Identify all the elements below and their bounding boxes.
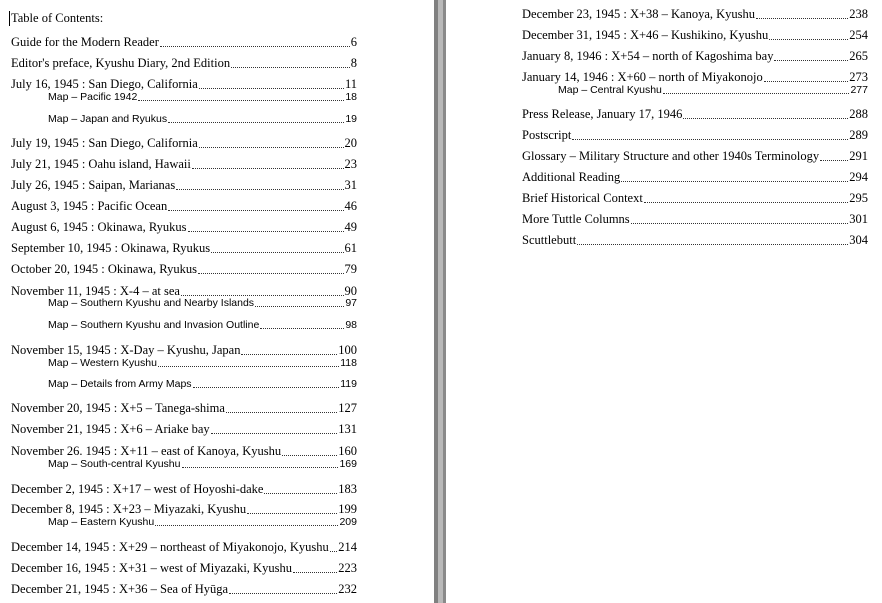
toc-page-number: 31 bbox=[344, 178, 357, 192]
dot-leader bbox=[176, 188, 343, 190]
toc-entry-title: Map – Japan and Ryukus bbox=[48, 113, 168, 125]
toc-subentry[interactable] bbox=[48, 457, 357, 471]
toc-subentry[interactable] bbox=[48, 356, 357, 370]
toc-entry-title: Postscript bbox=[522, 128, 572, 142]
toc-entry[interactable] bbox=[522, 26, 868, 44]
toc-subentry[interactable] bbox=[558, 83, 868, 97]
toc-entry[interactable] bbox=[522, 210, 868, 228]
toc-subentry[interactable] bbox=[48, 318, 357, 332]
toc-entry[interactable] bbox=[11, 260, 357, 278]
toc-entry-title: August 6, 1945 : Okinawa, Ryukus bbox=[11, 220, 187, 234]
toc-entry-title: Map – Eastern Kyushu bbox=[48, 516, 155, 528]
dot-leader bbox=[663, 92, 850, 94]
toc-entry-title: Map – South-central Kyushu bbox=[48, 458, 181, 470]
toc-entry-title: Additional Reading bbox=[522, 170, 621, 184]
toc-entry-title: Map – Pacific 1942 bbox=[48, 91, 138, 103]
toc-page-number: 238 bbox=[849, 7, 868, 21]
toc-entry-title: July 21, 1945 : Oahu island, Hawaii bbox=[11, 157, 191, 171]
toc-entry[interactable] bbox=[522, 189, 868, 207]
toc-page-number: 20 bbox=[344, 136, 357, 150]
toc-entry-title: September 10, 1945 : Okinawa, Ryukus bbox=[11, 241, 211, 255]
text-cursor bbox=[9, 11, 10, 26]
toc-page-number: 118 bbox=[340, 357, 357, 369]
toc-page-number: 79 bbox=[344, 262, 357, 276]
toc-page-number: 90 bbox=[344, 284, 357, 298]
toc-entry-title: October 20, 1945 : Okinawa, Ryukus bbox=[11, 262, 197, 276]
toc-subentry[interactable] bbox=[48, 112, 357, 126]
toc-entry-title: December 31, 1945 : X+46 – Kushikino, Kyushu bbox=[522, 28, 769, 42]
dot-leader bbox=[572, 138, 848, 140]
toc-entry-title: Map – Details from Army Maps bbox=[48, 378, 192, 390]
dot-leader bbox=[631, 222, 849, 224]
toc-entry-title: Glossary – Military Structure and other 1940s Terminology bbox=[522, 149, 820, 163]
toc-entry[interactable] bbox=[11, 559, 357, 577]
toc-page-number: 291 bbox=[849, 149, 868, 163]
dot-leader bbox=[168, 209, 343, 211]
dot-leader bbox=[820, 159, 848, 161]
toc-page-number: 8 bbox=[350, 56, 357, 70]
toc-page-number: 23 bbox=[344, 157, 357, 171]
toc-entry[interactable] bbox=[522, 231, 868, 249]
toc-entry-title: More Tuttle Columns bbox=[522, 212, 630, 226]
toc-entry[interactable] bbox=[11, 218, 357, 236]
dot-leader bbox=[247, 512, 337, 514]
dot-leader bbox=[264, 492, 337, 494]
toc-entry-title: Map – Southern Kyushu and Nearby Islands bbox=[48, 297, 255, 309]
toc-page-number: 277 bbox=[850, 84, 868, 96]
toc-entry-title: Scuttlebutt bbox=[522, 233, 577, 247]
toc-page-number: 18 bbox=[345, 91, 357, 103]
toc-page-number: 61 bbox=[344, 241, 357, 255]
toc-page-number: 199 bbox=[338, 502, 357, 516]
toc-entry[interactable] bbox=[522, 105, 868, 123]
dot-leader bbox=[193, 386, 340, 388]
toc-entry[interactable] bbox=[11, 580, 357, 598]
dot-leader bbox=[577, 243, 848, 245]
dot-leader bbox=[756, 17, 848, 19]
toc-page-number: 223 bbox=[338, 561, 357, 575]
toc-page-number: 232 bbox=[338, 582, 357, 596]
toc-page-number: 49 bbox=[344, 220, 357, 234]
dot-leader bbox=[260, 327, 344, 329]
toc-entry[interactable] bbox=[522, 147, 868, 165]
toc-entry-title: December 23, 1945 : X+38 – Kanoya, Kyushu bbox=[522, 7, 756, 21]
toc-entry[interactable] bbox=[522, 47, 868, 65]
dot-leader bbox=[769, 38, 848, 40]
toc-page-number: 265 bbox=[849, 49, 868, 63]
toc-entry[interactable] bbox=[11, 480, 357, 498]
dot-leader bbox=[211, 251, 343, 253]
toc-entry[interactable] bbox=[11, 155, 357, 173]
toc-page-number: 127 bbox=[338, 401, 357, 415]
dot-leader bbox=[621, 180, 848, 182]
toc-page-number: 6 bbox=[350, 35, 357, 49]
dot-leader bbox=[241, 353, 337, 355]
toc-entry-title: Guide for the Modern Reader bbox=[11, 35, 159, 49]
toc-entry[interactable] bbox=[11, 54, 357, 72]
dot-leader bbox=[182, 466, 339, 468]
dot-leader bbox=[211, 432, 338, 434]
toc-page-number: 160 bbox=[338, 444, 357, 458]
toc-entry-title: Editor's preface, Kyushu Diary, 2nd Edition bbox=[11, 56, 231, 70]
toc-entry-title: July 26, 1945 : Saipan, Marianas bbox=[11, 178, 176, 192]
toc-entry[interactable] bbox=[11, 399, 357, 417]
dot-leader bbox=[199, 87, 344, 89]
dot-leader bbox=[158, 365, 339, 367]
dot-leader bbox=[188, 230, 344, 232]
toc-entry[interactable] bbox=[11, 197, 357, 215]
toc-entry-title: December 2, 1945 : X+17 – west of Hoyoshi-dake bbox=[11, 482, 264, 496]
dot-leader bbox=[226, 411, 337, 413]
toc-entry-title: August 3, 1945 : Pacific Ocean bbox=[11, 199, 168, 213]
toc-entry[interactable] bbox=[11, 33, 357, 51]
dot-leader bbox=[282, 454, 337, 456]
toc-entry[interactable] bbox=[11, 420, 357, 438]
toc-page-number: 304 bbox=[849, 233, 868, 247]
dot-leader bbox=[192, 167, 344, 169]
dot-leader bbox=[198, 272, 344, 274]
toc-page-number: 289 bbox=[849, 128, 868, 142]
toc-subentry[interactable] bbox=[48, 515, 357, 529]
toc-page-number: 131 bbox=[338, 422, 357, 436]
toc-page-number: 254 bbox=[849, 28, 868, 42]
toc-entry[interactable] bbox=[11, 134, 357, 152]
right-page bbox=[446, 0, 882, 603]
dot-leader bbox=[764, 80, 849, 82]
dot-leader bbox=[774, 59, 848, 61]
toc-entry[interactable] bbox=[11, 176, 357, 194]
toc-entry-title: December 14, 1945 : X+29 – northeast of Miyakonojo, Kyushu bbox=[11, 540, 329, 554]
toc-entry-title: November 11, 1945 : X-4 – at sea bbox=[11, 284, 180, 298]
toc-entry[interactable] bbox=[11, 239, 357, 257]
dot-leader bbox=[644, 201, 848, 203]
dot-leader bbox=[168, 121, 344, 123]
toc-entry[interactable] bbox=[11, 538, 357, 556]
toc-page-number: 100 bbox=[338, 343, 357, 357]
toc-entry-title: January 14, 1946 : X+60 – north of Miyakonojo bbox=[522, 70, 763, 84]
toc-subentry[interactable] bbox=[48, 90, 357, 104]
toc-entry[interactable] bbox=[522, 126, 868, 144]
toc-entry-title: July 19, 1945 : San Diego, California bbox=[11, 136, 198, 150]
toc-entry-title: December 8, 1945 : X+23 – Miyazaki, Kyushu bbox=[11, 502, 247, 516]
toc-entry-title: December 21, 1945 : X+36 – Sea of Hyūga bbox=[11, 582, 229, 596]
toc-page-number: 46 bbox=[344, 199, 357, 213]
toc-page-number: 183 bbox=[338, 482, 357, 496]
toc-page-number: 19 bbox=[345, 113, 357, 125]
toc-entry-title: January 8, 1946 : X+54 – north of Kagoshima bay bbox=[522, 49, 774, 63]
toc-entry-title: Press Release, January 17, 1946 bbox=[522, 107, 683, 121]
toc-page-number: 288 bbox=[849, 107, 868, 121]
toc-heading: Table of Contents: bbox=[11, 11, 104, 25]
toc-entry-title: Map – Western Kyushu bbox=[48, 357, 157, 369]
toc-entry-title: November 20, 1945 : X+5 – Tanega-shima bbox=[11, 401, 225, 415]
toc-subentry[interactable] bbox=[48, 296, 357, 310]
dot-leader bbox=[155, 524, 338, 526]
dot-leader bbox=[293, 571, 337, 573]
dot-leader bbox=[683, 117, 848, 119]
toc-entry-title: Map – Southern Kyushu and Invasion Outline bbox=[48, 319, 260, 331]
toc-page-number: 294 bbox=[849, 170, 868, 184]
toc-entry-title: November 26. 1945 : X+11 – east of Kanoya, Kyushu bbox=[11, 444, 282, 458]
toc-page-number: 119 bbox=[340, 378, 357, 390]
dot-leader bbox=[231, 66, 350, 68]
toc-entry[interactable] bbox=[522, 5, 868, 23]
dot-leader bbox=[229, 592, 337, 594]
toc-page-number: 169 bbox=[339, 458, 357, 470]
toc-subentry[interactable] bbox=[48, 377, 357, 391]
toc-entry-title: Map – Central Kyushu bbox=[558, 84, 662, 96]
toc-entry-title: November 21, 1945 : X+6 – Ariake bay bbox=[11, 422, 210, 436]
dot-leader bbox=[160, 45, 350, 47]
dot-leader bbox=[199, 146, 344, 148]
toc-entry-title: December 16, 1945 : X+31 – west of Miyazaki, Kyushu bbox=[11, 561, 292, 575]
toc-page-number: 273 bbox=[849, 70, 868, 84]
page-gutter bbox=[434, 0, 446, 603]
toc-page-number: 214 bbox=[338, 540, 357, 554]
toc-page-number: 209 bbox=[339, 516, 357, 528]
toc-entry-title: July 16, 1945 : San Diego, California bbox=[11, 77, 198, 91]
left-page bbox=[0, 0, 434, 603]
toc-page-number: 295 bbox=[849, 191, 868, 205]
dot-leader bbox=[138, 99, 344, 101]
toc-page-number: 301 bbox=[849, 212, 868, 226]
toc-page-number: 98 bbox=[345, 319, 357, 331]
toc-entry-title: November 15, 1945 : X-Day – Kyushu, Japan bbox=[11, 343, 241, 357]
toc-entry[interactable] bbox=[522, 168, 868, 186]
dot-leader bbox=[330, 550, 337, 552]
dot-leader bbox=[255, 305, 344, 307]
toc-page-number: 11 bbox=[344, 77, 357, 91]
toc-page-number: 97 bbox=[345, 297, 357, 309]
toc-entry-title: Brief Historical Context bbox=[522, 191, 643, 205]
